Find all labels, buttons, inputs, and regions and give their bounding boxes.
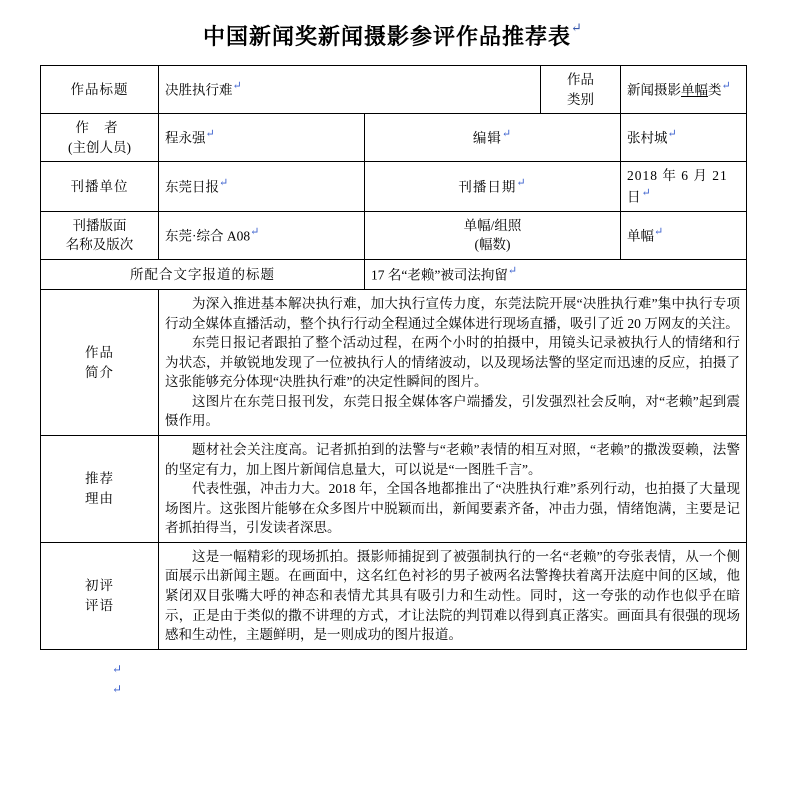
editor-value: 张村城 (627, 130, 668, 146)
table-row-author (41, 114, 747, 162)
single-group-value-cell (621, 211, 747, 259)
category-value-suffix: 类 (708, 82, 722, 98)
comment-body (159, 542, 747, 649)
editor-label-text: 编辑 (472, 130, 502, 146)
publish-date-value-cell (621, 162, 747, 212)
category-value-underlined: 单幅 (681, 82, 708, 98)
paragraph-mark-icon: ↵ (667, 128, 677, 141)
paragraph-mark-icon: ↵ (721, 80, 731, 93)
author-label-line1: 作 者 (75, 120, 124, 136)
work-title-label: 作品标题 (41, 66, 159, 114)
single-group-label-line2: (幅数) (474, 237, 511, 253)
publisher-value: 东莞日报 (165, 179, 219, 195)
author-label-line2: (主创人员) (68, 139, 131, 155)
intro-body (159, 290, 747, 436)
paragraph-mark-icon: ↵ (112, 661, 123, 676)
trailing-paragraph-marks (40, 660, 746, 700)
layout-label-line2: 名称及版次 (65, 237, 134, 253)
author-value-cell (159, 114, 365, 162)
table-row-comment (41, 542, 747, 649)
intro-paragraph-1: 为深入推进基本解决执行难，加大执行宣传力度，东莞法院开展“决胜执行难”集中执行专项行动全媒体直播活动，整个执行行动全程通过全媒体进行现场直播，吸引了近 20 万网友的关注。 (165, 296, 740, 331)
intro-paragraph-3: 这图片在东莞日报刊发，东莞日报全媒体客户端播发，引发强烈社会反响，对“老赖”起到震慑作用。 (165, 393, 740, 429)
reason-label (41, 436, 159, 543)
paragraph-mark-icon: ↵ (507, 265, 518, 277)
reason-paragraph-1: 题材社会关注度高。记者抓拍到的法警与“老赖”表情的相互对照，“老赖”的撒泼耍赖，法警的坚定有力，加上图片新闻信息量大，可以说是“一图胜千言”。 (165, 442, 740, 477)
recommendation-form-table (40, 65, 747, 650)
category-label (541, 66, 621, 114)
page-title (40, 20, 746, 51)
comment-paragraph-1: 这是一幅精彩的现场抓拍。摄影师捕捉到了被强制执行的一名“老赖”的夸张表情，从一个侧面展示出新闻主题。在画面中，这名红色衬衫的男子被两名法警搀扶着离开法庭中间的区域，他紧闭双目张嘴大呼的神态和表情尤其具有吸引力和生动性。同时，这一夸张的动作也似乎在暗示，正是由于类似的撒不讲理的方式，才让法院的判罚难以得到真正落实。画面具有很强的现场感和生动性，主题鲜明，是一则成功的图片报道。 (165, 548, 740, 643)
layout-value: 东莞·综合 A08 (165, 228, 251, 244)
paragraph-mark-icon: ↵ (112, 681, 123, 696)
intro-label (41, 290, 159, 436)
related-text-value: 17 名“老赖”被司法拘留 (371, 267, 508, 283)
category-value-prefix: 新闻摄影 (627, 82, 681, 98)
table-row-work-title (41, 66, 747, 114)
category-value-cell (621, 66, 747, 114)
category-label-line1: 作品 (567, 72, 594, 87)
related-text-label-text: 所配合文字报道的标题 (130, 266, 275, 282)
single-group-label-line1: 单幅/组照 (463, 217, 522, 233)
layout-value-cell (159, 211, 365, 259)
page-title-text: 中国新闻奖新闻摄影参评作品推荐表 (203, 24, 572, 49)
layout-label (41, 211, 159, 259)
publish-date-label (365, 162, 621, 212)
publish-date-value: 2018 年 6 月 21 日 (627, 168, 728, 205)
table-row-publisher (41, 162, 747, 212)
paragraph-mark-icon: ↵ (219, 177, 229, 190)
editor-label (365, 114, 621, 162)
document-page (0, 20, 786, 806)
publish-date-label-text: 刊播日期 (458, 179, 517, 195)
paragraph-mark-icon: ↵ (232, 80, 242, 93)
paragraph-mark: ↵ (571, 20, 583, 35)
intro-label-line1: 作品 (85, 344, 114, 360)
related-text-value-cell (365, 260, 747, 290)
intro-paragraph-2: 东莞日报记者跟拍了整个活动过程，在两个小时的拍摄中，用镜头记录被执行人的情绪和行为状态，并敏锐地发现了一位被执行人的情绪波动，以及现场法警的坚定而迅速的反应，拍摄了这张能够充分体现“决胜执行难”的决定性瞬间的图片。 (165, 335, 740, 390)
paragraph-mark-icon: ↵ (654, 225, 664, 238)
layout-label-line1: 刊播版面 (72, 217, 127, 233)
reason-label-line1: 推荐 (85, 471, 114, 487)
single-group-value: 单幅 (627, 228, 654, 244)
comment-label (41, 542, 159, 649)
related-text-label (41, 260, 365, 290)
publisher-value-cell (159, 162, 365, 212)
table-row-intro (41, 290, 747, 436)
reason-paragraph-2: 代表性强，冲击力大。2018 年，全国各地都推出了“决胜执行难”系列行动，也拍摄了大量现场图片。这张图片能够在众多图片中脱颖而出，新闻要素齐备，冲击力强，情绪饱满，主要是记者抓拍得当，引发读者深思。 (165, 481, 740, 536)
table-row-layout (41, 211, 747, 259)
paragraph-mark-icon: ↵ (205, 128, 215, 141)
work-title-value: 决胜执行难 (165, 82, 233, 98)
comment-label-line1: 初评 (85, 578, 114, 594)
paragraph-mark-icon: ↵ (641, 186, 652, 199)
reason-label-line2: 理由 (85, 490, 114, 506)
paragraph-mark-icon: ↵ (501, 128, 513, 141)
author-label (41, 114, 159, 162)
work-title-value-cell (159, 66, 541, 114)
intro-label-line2: 简介 (85, 364, 114, 380)
author-value: 程永强 (165, 130, 206, 146)
comment-label-line2: 评语 (85, 597, 114, 613)
single-group-label (365, 211, 621, 259)
publisher-label: 刊播单位 (41, 162, 159, 212)
paragraph-mark-icon: ↵ (516, 177, 527, 190)
table-row-reason (41, 436, 747, 543)
category-label-line2: 类别 (567, 91, 594, 107)
table-row-related-text (41, 260, 747, 290)
paragraph-mark-icon: ↵ (250, 225, 260, 238)
reason-body (159, 436, 747, 543)
editor-value-cell (621, 114, 747, 162)
